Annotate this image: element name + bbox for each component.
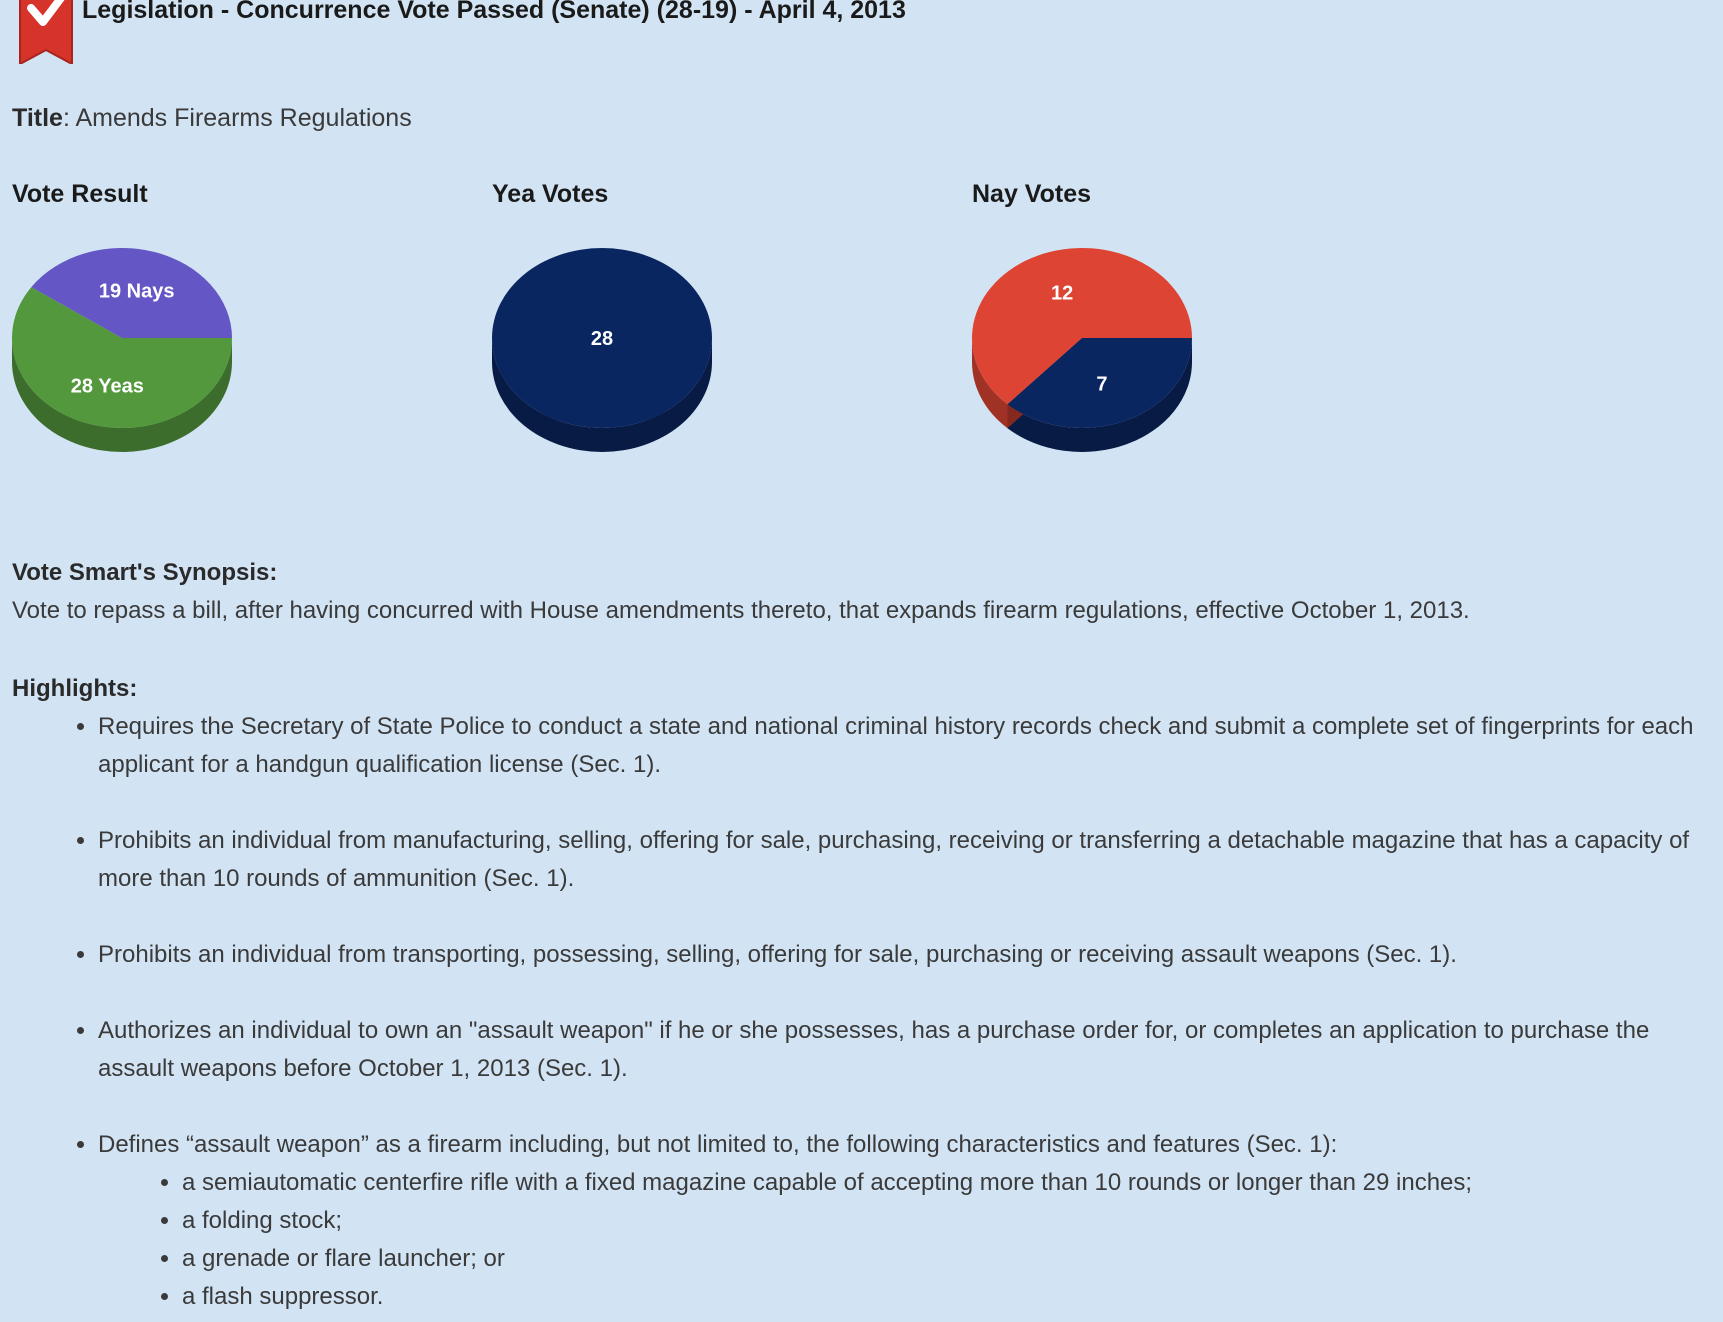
- highlight-item: [98, 936, 1702, 974]
- yea-votes-heading: Yea Votes: [492, 180, 609, 208]
- pie-label-12: 12: [1050, 282, 1074, 305]
- synopsis-text: Vote to repass a bill, after having concurred with House amendments thereto, that expands firearm regulations, effective October 1, 2013.: [12, 597, 1470, 624]
- bill-title: [12, 104, 412, 133]
- vote-result-chart: [12, 180, 432, 398]
- highlight-item: [98, 1012, 1702, 1088]
- feature-item: • a folding stock;: [182, 1202, 1702, 1240]
- pie-label-19-nays: 19 Nays: [98, 280, 175, 303]
- feature-item: • a grenade or flare launcher; or: [182, 1240, 1702, 1278]
- vote-title: Legislation - Concurrence Vote Passed (Senate) (28-19) - April 4, 2013: [82, 0, 906, 24]
- synopsis-section: [12, 554, 1702, 630]
- highlight-item: [98, 708, 1702, 784]
- bill-title-label: Title: [12, 104, 63, 132]
- highlight-text: Requires the Secretary of State Police to conduct a state and national criminal history records check and submit a complete set of fingerprints for each applicant for a handgun qualification license (Sec. 1).: [98, 713, 1694, 778]
- highlight-item: [98, 1126, 1702, 1316]
- highlights-list: [12, 708, 1702, 1316]
- nay-votes-heading: Nay Votes: [972, 180, 1092, 208]
- vote-result-heading: Vote Result: [12, 180, 148, 208]
- highlights-section: [12, 670, 1702, 1316]
- pie-label-28-yeas: 28 Yeas: [70, 375, 144, 398]
- highlight-text: Prohibits an individual from transporting, possessing, selling, offering for sale, purchasing or receiving assault weapons (Sec. 1).: [98, 941, 1457, 968]
- highlights-heading: Highlights:: [12, 675, 138, 702]
- feature-item: • a flash suppressor.: [182, 1278, 1702, 1316]
- pie-label-28: 28: [590, 328, 614, 350]
- feature-item: • a semiautomatic centerfire rifle with a fixed magazine capable of accepting more than 10 rounds or longer than 29 inches;: [182, 1164, 1702, 1202]
- highlight-text: Prohibits an individual from manufacturing, selling, offering for sale, purchasing, receiving or transferring a detachable magazine that has a capacity of more than 10 rounds of ammunition (Sec. 1).: [98, 827, 1690, 892]
- nay-votes-chart: [972, 180, 1392, 396]
- yea-votes-chart: [492, 180, 912, 350]
- bill-title-value: : Amends Firearms Regulations: [62, 104, 412, 132]
- checkmark-ribbon-icon: [14, 0, 76, 64]
- assault-weapon-features-list: [98, 1164, 1702, 1316]
- highlight-text: Defines “assault weapon” as a firearm including, but not limited to, the following characteristics and features (Sec. 1):: [98, 1131, 1338, 1158]
- synopsis-heading: Vote Smart's Synopsis:: [12, 559, 278, 586]
- highlight-text: Authorizes an individual to own an "assault weapon" if he or she possesses, has a purchase order for, or completes an application to purchase the assault weapons before October 1, 2013 (Sec. 1).: [98, 1017, 1650, 1082]
- pie-label-7: 7: [1096, 373, 1108, 396]
- vote-result-pie: [12, 228, 432, 478]
- vote-header: [14, 0, 1714, 66]
- highlight-item: [98, 822, 1702, 898]
- nay-votes-pie: [972, 228, 1392, 478]
- yea-votes-pie: [492, 228, 912, 478]
